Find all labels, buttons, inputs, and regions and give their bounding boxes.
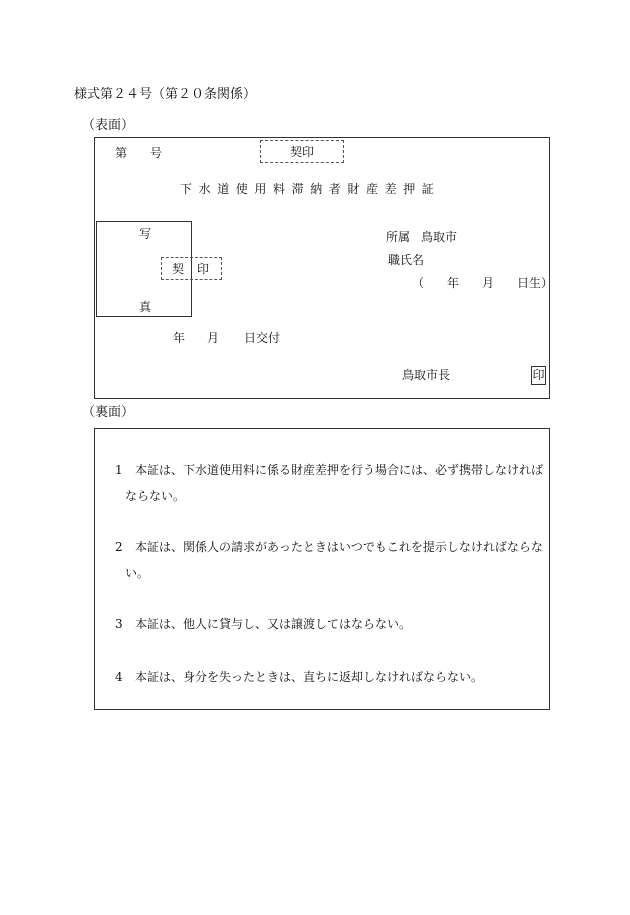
photo-seal-box bbox=[161, 257, 222, 280]
photo-seal-char-1: 契 bbox=[172, 262, 185, 276]
item-number: 1 bbox=[115, 463, 123, 477]
list-item bbox=[115, 664, 549, 690]
front-card bbox=[94, 137, 554, 399]
item-text: 本証は、他人に貸与し、又は譲渡してはならない。 bbox=[135, 617, 412, 631]
number-dai: 第 bbox=[115, 146, 128, 160]
affiliation-label: 所属 bbox=[386, 230, 411, 244]
photo-label-bottom: 真 bbox=[139, 300, 152, 314]
item-number: 4 bbox=[115, 670, 123, 684]
form-title: 様式第２４号（第２０条関係） bbox=[74, 87, 257, 102]
birth-month: 月 bbox=[482, 276, 495, 290]
front-side-label: （表面） bbox=[82, 118, 135, 133]
issue-month: 月 bbox=[207, 331, 220, 345]
number-go: 号 bbox=[150, 146, 163, 160]
tally-seal-box bbox=[260, 140, 344, 163]
photo-seal-char-2: 印 bbox=[197, 262, 210, 276]
item-text: 本証は、下水道使用料に係る財産差押を行う場合には、必ず携帯しなければならない。 bbox=[125, 463, 544, 503]
item-text: 本証は、関係人の請求があったときはいつでもこれを提示しなければならない。 bbox=[125, 540, 543, 580]
back-card bbox=[94, 428, 550, 710]
card-title: 下水道使用料滞納者財産差押証 bbox=[180, 182, 441, 196]
birth-day: 日生） bbox=[517, 276, 554, 290]
issuer-seal: 印 bbox=[531, 366, 546, 385]
issue-year: 年 bbox=[173, 331, 186, 345]
position-name-label: 職氏名 bbox=[388, 253, 425, 267]
item-text: 本証は、身分を失ったときは、直ちに返却しなければならない。 bbox=[135, 670, 484, 684]
issuer-name: 鳥取市長 bbox=[402, 368, 451, 382]
item-number: 2 bbox=[115, 540, 123, 554]
birth-open-paren: （ bbox=[412, 276, 425, 290]
photo-label-top: 写 bbox=[139, 227, 152, 241]
list-item bbox=[115, 611, 549, 637]
item-number: 3 bbox=[115, 617, 123, 631]
birth-year: 年 bbox=[447, 276, 460, 290]
affiliation-value: 鳥取市 bbox=[421, 230, 458, 244]
tally-seal-label: 契印 bbox=[289, 145, 314, 159]
list-item bbox=[115, 534, 549, 586]
back-side-label: （裏面） bbox=[82, 405, 135, 420]
list-item bbox=[115, 457, 549, 509]
issue-day: 日交付 bbox=[244, 331, 281, 345]
